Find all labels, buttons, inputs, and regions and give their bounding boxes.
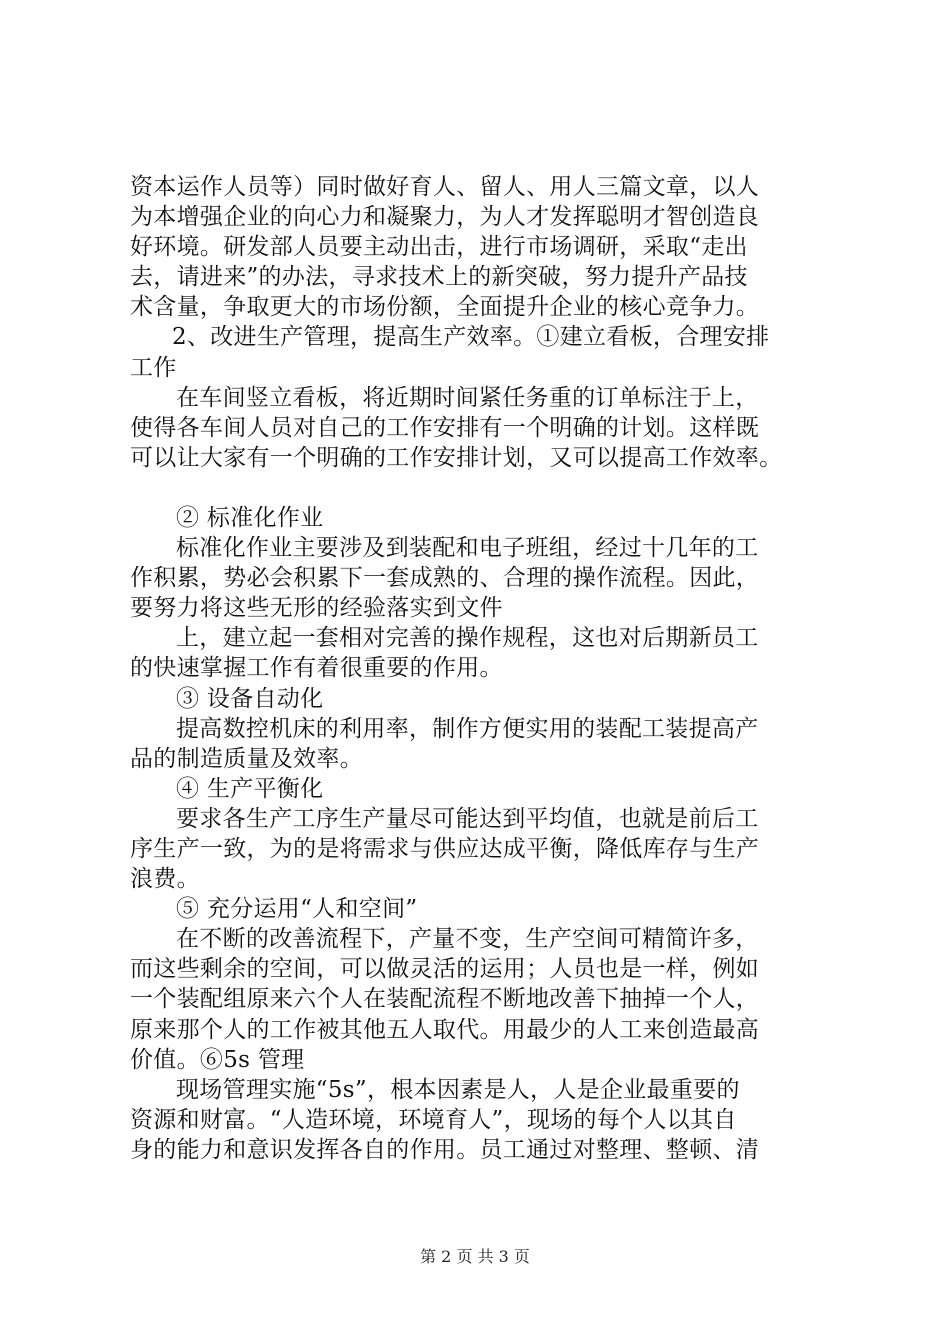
text-line: 使得各车间人员对自己的工作安排有一个明确的计划。这样既 bbox=[130, 414, 760, 441]
text-line: 要求各生产工序生产量尽可能达到平均值，也就是前后工 bbox=[176, 805, 759, 832]
text-line: 的快速掌握工作有着很重要的作用。 bbox=[130, 655, 503, 682]
text-line: 工作 bbox=[130, 354, 177, 381]
text-line: 标准化作业主要涉及到装配和电子班组，经过十几年的工 bbox=[176, 535, 759, 562]
text-line: 术含量，争取更大的市场份额，全面提升企业的核心竞争力。 bbox=[130, 294, 760, 321]
text-line: 可以让大家有一个明确的工作安排计划，又可以提高工作效率。 bbox=[130, 444, 783, 471]
text-line: 原来那个人的工作被其他五人取代。用最少的人工来创造最高 bbox=[130, 1016, 760, 1043]
text-line: 浪费。 bbox=[130, 866, 200, 893]
text-line: 现场管理实施“5s”，根本因素是人，人是企业最重要的 bbox=[176, 1076, 740, 1103]
text-line: 去，请进来”的办法，寻求技术上的新突破，努力提升产品技 bbox=[130, 264, 748, 291]
section-heading: 2、改进生产管理，提高生产效率。①建立看板，合理安排 bbox=[172, 324, 770, 351]
text-line: 在车间竖立看板，将近期时间紧任务重的订单标注于上， bbox=[176, 384, 759, 411]
text-line: 提高数控机床的利用率，制作方便实用的装配工装提高产 bbox=[176, 715, 759, 742]
document-body bbox=[130, 172, 830, 1165]
text-line: 身的能力和意识发挥各自的作用。员工通过对整理、整顿、清 bbox=[130, 1136, 760, 1163]
text-line: 序生产一致，为的是将需求与供应达成平衡，降低库存与生产 bbox=[130, 835, 760, 862]
page-number-footer: 第 2 页 共 3 页 bbox=[420, 1247, 530, 1266]
text-line: 好环境。研发部人员要主动出击，进行市场调研，采取“走出 bbox=[130, 234, 748, 261]
text-line: 资源和财富。“人造环境，环境育人”，现场的每个人以其自 bbox=[130, 1106, 737, 1133]
text-line: 价值。⑥5s 管理 bbox=[130, 1046, 305, 1073]
text-line: 为本增强企业的向心力和凝聚力，为人才发挥聪明才智创造良 bbox=[130, 204, 760, 231]
subsection-heading: ② 标准化作业 bbox=[176, 504, 324, 531]
subsection-heading: ③ 设备自动化 bbox=[176, 685, 324, 712]
subsection-heading: ④ 生产平衡化 bbox=[176, 775, 324, 802]
text-line: 在不断的改善流程下，产量不变，生产空间可精简许多， bbox=[176, 926, 759, 953]
text-line: 上，建立起一套相对完善的操作规程，这也对后期新员工 bbox=[176, 625, 759, 652]
text-line: 一个装配组原来六个人在装配流程不断地改善下抽掉一个人， bbox=[130, 986, 760, 1013]
subsection-heading: ⑤ 充分运用“人和空间” bbox=[176, 896, 418, 923]
text-line: 资本运作人员等）同时做好育人、留人、用人三篇文章，以人 bbox=[130, 174, 760, 200]
paragraph-gap bbox=[130, 473, 830, 503]
text-line: 作积累，势必会积累下一套成熟的、合理的操作流程。因此， bbox=[130, 565, 760, 592]
text-line: 品的制造质量及效率。 bbox=[130, 745, 363, 772]
text-line: 而这些剩余的空间，可以做灵活的运用；人员也是一样，例如 bbox=[130, 956, 760, 983]
text-line: 要努力将这些无形的经验落实到文件 bbox=[130, 595, 503, 622]
